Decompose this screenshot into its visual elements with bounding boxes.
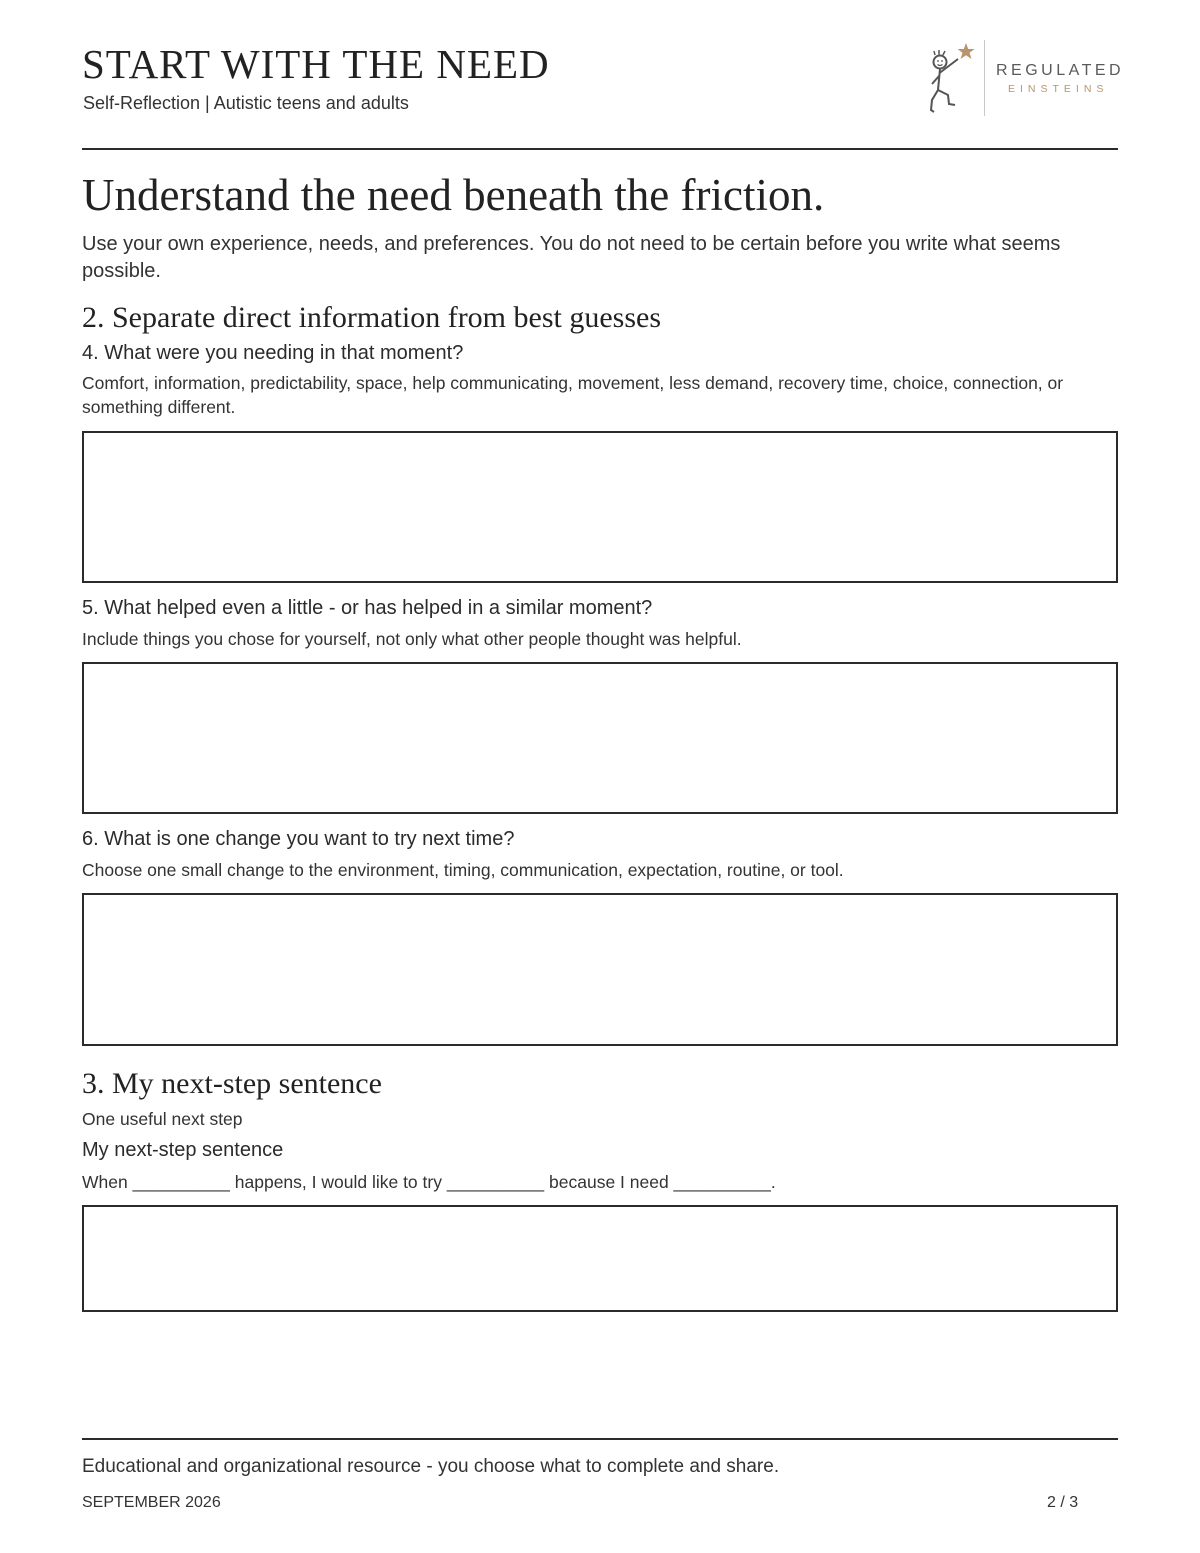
question-6-answer-field[interactable] — [82, 893, 1118, 1046]
logo-divider — [984, 40, 985, 116]
brand-logo — [922, 40, 1125, 120]
section-3-note: One useful next step — [82, 1109, 243, 1129]
stick-figure-reaching-star-icon — [922, 40, 978, 116]
page-headline: Understand the need beneath the friction. — [82, 170, 825, 220]
section-3-title: 3. My next-step sentence — [82, 1067, 382, 1100]
footer-disclaimer: Educational and organizational resource - you choose what to complete and share. — [82, 1456, 780, 1477]
intro-paragraph: Use your own experience, needs, and preferences. You do not need to be certain before you write what seems possible. — [82, 233, 1061, 282]
logo-wordmark-einsteins: EINSTEINS — [1008, 83, 1109, 95]
next-step-label: My next-step sentence — [82, 1139, 284, 1161]
question-4-label: 4. What were you needing in that moment? — [82, 342, 464, 364]
document-title: START WITH THE NEED — [82, 41, 550, 87]
footer-date: SEPTEMBER 2026 — [82, 1494, 221, 1511]
footer-divider — [82, 1438, 1118, 1440]
question-6-hint: Choose one small change to the environment, timing, communication, expectation, routine, or tool. — [82, 860, 844, 880]
question-4-hint: Comfort, information, predictability, space, help communicating, movement, less demand, recovery time, choice, connection, or something different. — [82, 373, 1064, 417]
header-divider — [82, 148, 1118, 150]
next-step-answer-field[interactable] — [82, 1205, 1118, 1312]
page-number: 2 / 3 — [1047, 1494, 1079, 1511]
section-2-title: 2. Separate direct information from best guesses — [82, 301, 661, 334]
question-5-label: 5. What helped even a little - or has helped in a similar moment? — [82, 597, 653, 619]
question-5-answer-field[interactable] — [82, 662, 1118, 814]
question-6-label: 6. What is one change you want to try next time? — [82, 828, 515, 850]
document-subtitle: Self-Reflection | Autistic teens and adults — [83, 93, 409, 113]
next-step-template: When __________ happens, I would like to try __________ because I need __________. — [82, 1172, 776, 1192]
question-4-answer-field[interactable] — [82, 431, 1118, 583]
logo-wordmark-regulated: REGULATED — [996, 62, 1125, 79]
question-5-hint: Include things you chose for yourself, not only what other people thought was helpful. — [82, 629, 742, 649]
